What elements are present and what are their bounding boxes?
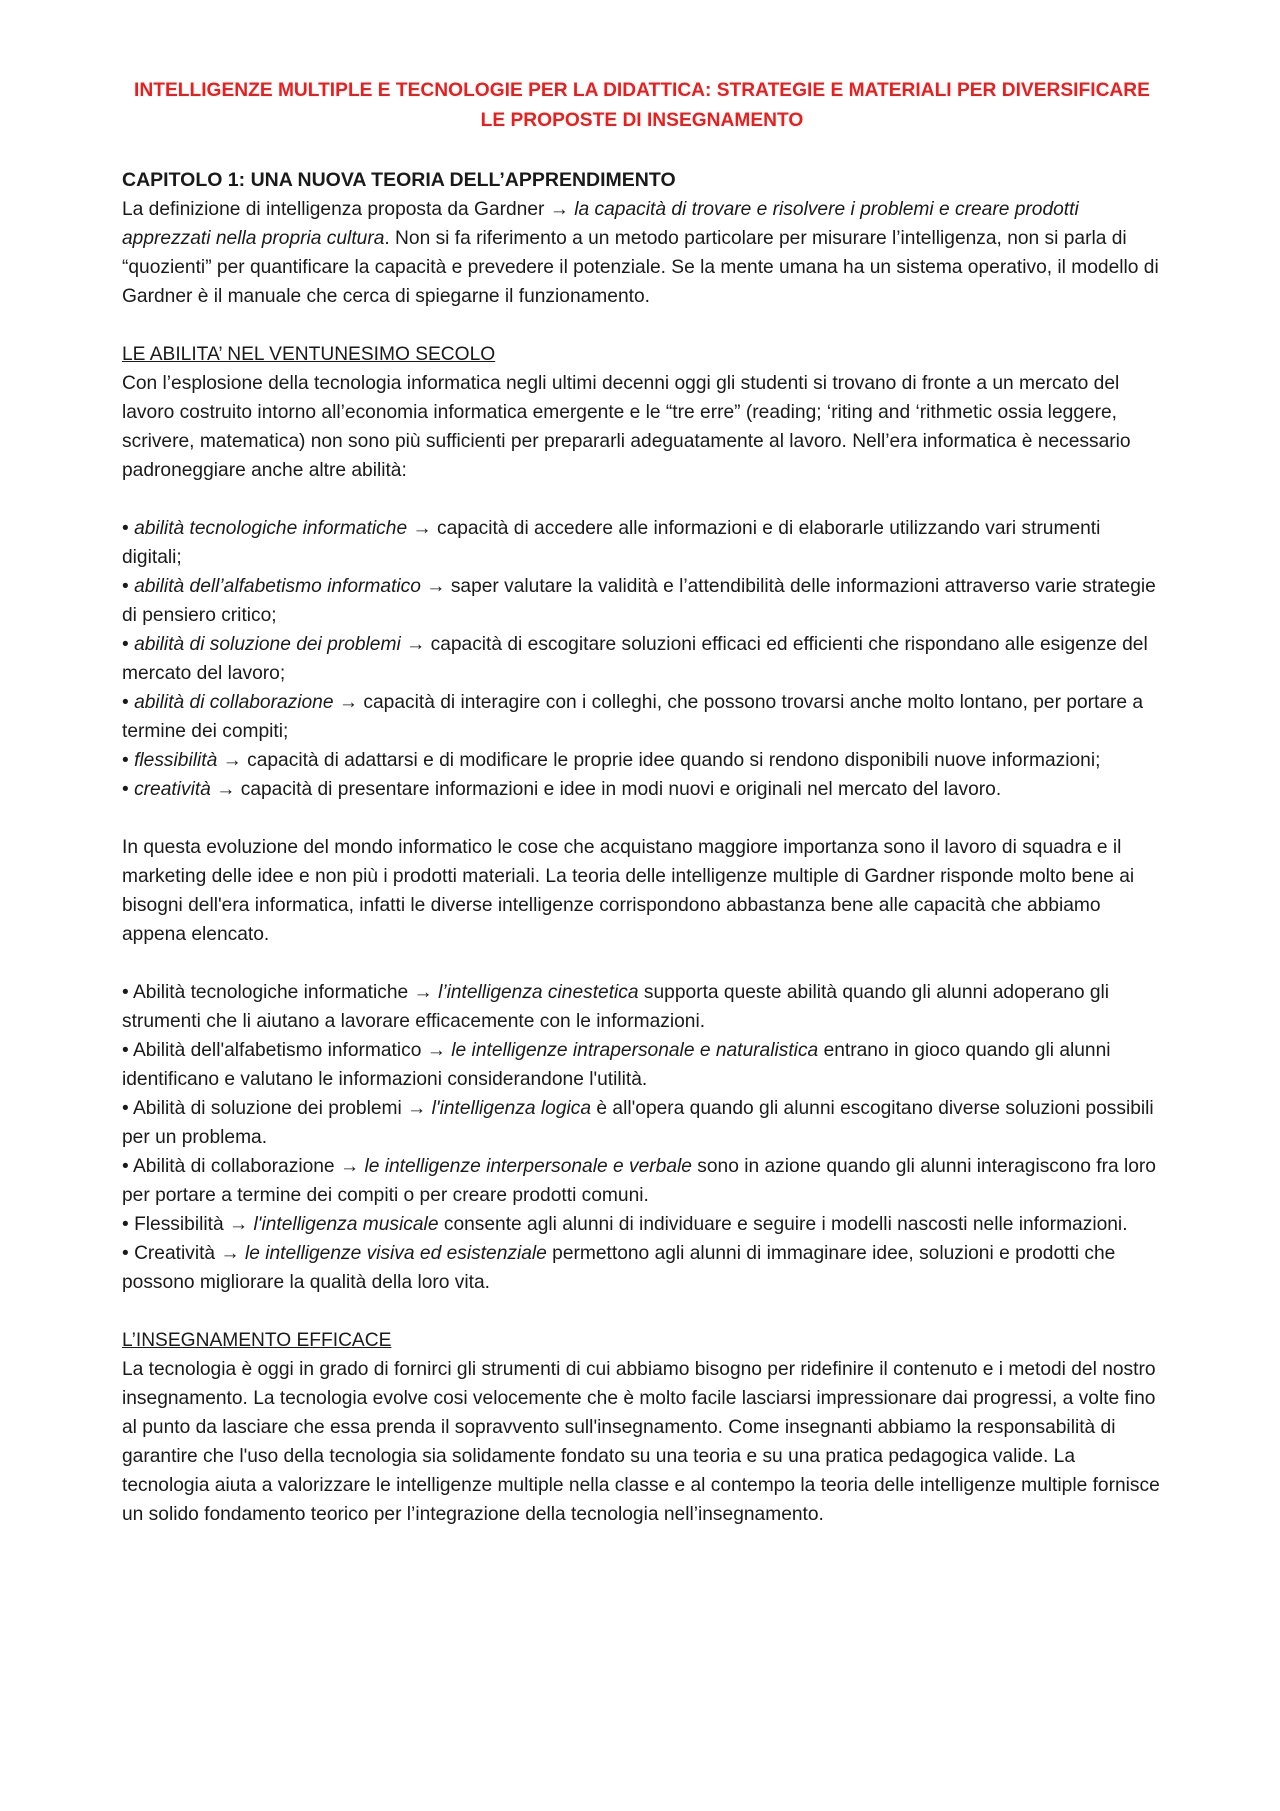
arrow-right-icon: → — [426, 1040, 446, 1061]
spacer — [122, 804, 1162, 833]
arrow-right-icon: → — [339, 1156, 360, 1177]
skill-term: abilità dell’alfabetismo informatico — [134, 576, 421, 597]
bullet-icon: • — [122, 518, 129, 539]
bullet-icon: • — [122, 750, 129, 771]
arrow-right-icon: → — [412, 518, 432, 539]
section-heading-teaching: L’INSEGNAMENTO EFFICACE — [122, 1330, 392, 1351]
mapping-intelligence: l'intelligenza musicale — [253, 1214, 439, 1235]
skill-desc: capacità di accedere alle informazioni e di elaborarle utilizzando vari strumenti digitali; — [122, 518, 1101, 568]
spacer — [122, 949, 1162, 978]
intro-rest: . Non si fa riferimento a un metodo particolare per misurare l’intelligenza, non si parla di “quozienti” per quantificare la capacità e prevedere il potenziale. Se la mente umana ha un sistema operativo, il modello di Gardner è il manuale che cerca di spiegarne il funzionamento. — [122, 228, 1159, 307]
intelligence-definition: la capacità di trovare e risolvere i problemi e creare prodotti apprezzati nella propria cultura — [122, 199, 1079, 249]
skill-term: abilità tecnologiche informatiche — [134, 518, 408, 539]
list-item — [122, 1210, 1162, 1239]
skills-paragraph: Con l’esplosione della tecnologia informatica negli ultimi decenni oggi gli studenti si trovano di fronte a un mercato del lavoro costruito intorno all’economia informatica emergente e le “tre erre” (reading; ‘riting and ‘rithmetic ossia leggere, scrivere, matematica) non sono più sufficienti per prepararli adeguatamente al lavoro. Nell’era informatica è necessario padroneggiare anche altre abilità: — [122, 373, 1131, 481]
bullet-icon: • — [122, 576, 129, 597]
mapping-skill: Abilità dell'alfabetismo informatico — [133, 1040, 422, 1061]
skill-term: flessibilità — [134, 750, 218, 771]
mapping-intelligence: l'intelligenza logica — [431, 1098, 592, 1119]
skills-list — [122, 514, 1162, 804]
skill-term: creatività — [134, 779, 211, 800]
skill-desc: capacità di adattarsi e di modificare le proprie idee quando si rendono disponibili nuove informazioni; — [247, 750, 1101, 771]
mapping-skill: Abilità di soluzione dei problemi — [133, 1098, 402, 1119]
arrow-right-icon: → — [228, 1214, 249, 1235]
bullet-icon: • — [122, 1156, 129, 1177]
arrow-right-icon: → — [406, 634, 426, 655]
mapping-intelligence: le intelligenze visiva ed esistenziale — [244, 1243, 547, 1264]
spacer — [122, 1297, 1162, 1326]
mapping-skill: Abilità tecnologiche informatiche — [133, 982, 409, 1003]
mapping-desc: supporta queste abilità quando gli alunni adoperano gli strumenti che li aiutano a lavorare efficacemente con le informazioni. — [122, 982, 1110, 1032]
list-item — [122, 978, 1162, 1036]
teaching-paragraph: La tecnologia è oggi in grado di fornirci gli strumenti di cui abbiamo bisogno per ridefinire il contenuto e i metodi del nostro insegnamento. La tecnologia evolve cosi velocemente che è molto facile lasciarsi impressionare dai progressi, a volte fino al punto da lasciare che essa prenda il sopravvento sull'insegnamento. Come insegnanti abbiamo la responsabilità di garantire che l'uso della tecnologia sia solidamente fondato su una teoria e su una pratica pedagogica valide. La tecnologia aiuta a valorizzare le intelligenze multiple nella classe e al contempo la teoria delle intelligenze multiple fornisce un solido fondamento teorico per l’integrazione della tecnologia nell’insegnamento. — [122, 1359, 1160, 1525]
bullet-icon: • — [122, 1040, 129, 1061]
bullet-icon: • — [122, 779, 129, 800]
mapping-skill: Flessibilità — [134, 1214, 224, 1235]
list-item — [122, 746, 1162, 775]
mapping-desc: sono in azione quando gli alunni interagiscono fra loro per portare a termine dei compiti o per creare prodotti comuni. — [122, 1156, 1156, 1206]
arrow-right-icon: → — [549, 199, 569, 220]
bullet-icon: • — [122, 634, 129, 655]
list-item — [122, 688, 1162, 746]
list-item — [122, 1152, 1162, 1210]
spacer — [122, 311, 1162, 340]
bullet-icon: • — [122, 1098, 129, 1119]
mapping-skill: Abilità di collaborazione — [133, 1156, 335, 1177]
evolution-paragraph: In questa evoluzione del mondo informatico le cose che acquistano maggiore importanza sono il lavoro di squadra e il marketing delle idee e non più i prodotti materiali. La teoria delle intelligenze multiple di Gardner risponde molto bene ai bisogni dell'era informatica, infatti le diverse intelligenze corrispondono abbastanza bene alle capacità che abbiamo appena elencato. — [122, 837, 1135, 945]
mapping-desc: è all'opera quando gli alunni escogitano diverse soluzioni possibili per un problema. — [122, 1098, 1154, 1148]
list-item — [122, 630, 1162, 688]
skill-desc: capacità di escogitare soluzioni efficaci ed efficienti che rispondano alle esigenze del mercato del lavoro; — [122, 634, 1148, 684]
chapter-heading: CAPITOLO 1: UNA NUOVA TEORIA DELL’APPRENDIMENTO — [122, 169, 676, 191]
mapping-intelligence: le intelligenze intrapersonale e naturalistica — [451, 1040, 819, 1061]
list-item — [122, 1094, 1162, 1152]
skill-term: abilità di collaborazione — [134, 692, 334, 713]
mapping-desc: entrano in gioco quando gli alunni identificano e valutano le informazioni considerandone l'utilità. — [122, 1040, 1111, 1090]
skill-desc: capacità di presentare informazioni e idee in modi nuovi e originali nel mercato del lavoro. — [240, 779, 1002, 800]
list-item — [122, 572, 1162, 630]
mapping-desc: consente agli alunni di individuare e seguire i modelli nascosti nelle informazioni. — [443, 1214, 1128, 1235]
arrow-right-icon: → — [413, 982, 433, 1003]
intro-lead: La definizione di intelligenza proposta da Gardner — [122, 199, 545, 220]
arrow-right-icon: → — [216, 779, 236, 800]
bullet-icon: • — [122, 692, 129, 713]
mapping-desc: permettono agli alunni di immaginare idee, soluzioni e prodotti che possono migliorare la qualità della loro vita. — [122, 1243, 1116, 1293]
intelligence-mapping-list — [122, 978, 1162, 1297]
list-item — [122, 1036, 1162, 1094]
skill-term: abilità di soluzione dei problemi — [134, 634, 401, 655]
arrow-right-icon: → — [222, 750, 242, 771]
arrow-right-icon: → — [426, 576, 446, 597]
mapping-intelligence: l’intelligenza cinestetica — [438, 982, 639, 1003]
mapping-intelligence: le intelligenze interpersonale e verbale — [364, 1156, 692, 1177]
section-heading-skills: LE ABILITA’ NEL VENTUNESIMO SECOLO — [122, 344, 496, 365]
bullet-icon: • — [122, 982, 129, 1003]
intro-paragraph — [122, 195, 1162, 311]
list-item — [122, 514, 1162, 572]
bullet-icon: • — [122, 1214, 129, 1235]
arrow-right-icon: → — [338, 692, 359, 713]
mapping-skill: Creatività — [134, 1243, 216, 1264]
list-item — [122, 775, 1162, 804]
arrow-right-icon: → — [407, 1098, 427, 1119]
document-title: INTELLIGENZE MULTIPLE E TECNOLOGIE PER LA DIDATTICA: STRATEGIE E MATERIALI PER DIVERSIFICARE LE PROPOSTE DI INSEGNAMENTO — [134, 80, 1150, 131]
spacer — [122, 485, 1162, 514]
skill-desc: capacità di interagire con i colleghi, che possono trovarsi anche molto lontano, per portare a termine dei compiti; — [122, 692, 1144, 742]
arrow-right-icon: → — [220, 1243, 240, 1264]
skill-desc: saper valutare la validità e l’attendibilità delle informazioni attraverso varie strategie di pensiero critico; — [122, 576, 1156, 626]
bullet-icon: • — [122, 1243, 129, 1264]
list-item — [122, 1239, 1162, 1297]
